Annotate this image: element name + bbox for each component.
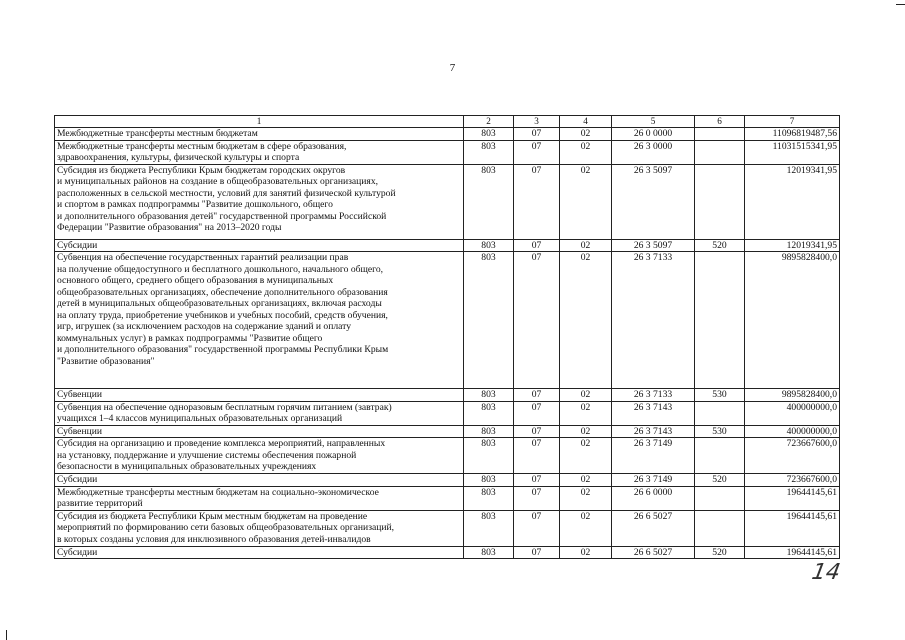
row-code-subsection: 02 xyxy=(560,252,612,389)
row-code-target: 26 3 7149 xyxy=(612,474,695,487)
row-code-target: 26 3 7133 xyxy=(612,252,695,389)
row-code-target: 26 6 0000 xyxy=(612,486,695,510)
row-amount: 11031515341,95 xyxy=(745,140,840,164)
row-code-target: 26 3 7133 xyxy=(612,389,695,402)
row-amount: 19644145,61 xyxy=(745,486,840,510)
row-code-subsection: 02 xyxy=(560,510,612,546)
row-code-section: 07 xyxy=(514,401,560,425)
row-code-target: 26 3 7149 xyxy=(612,438,695,474)
table-row xyxy=(55,252,840,389)
left-margin-mark xyxy=(6,630,7,640)
row-code-section: 07 xyxy=(514,474,560,487)
row-code-expense-type: 530 xyxy=(695,425,745,438)
row-code-expense-type xyxy=(695,438,745,474)
row-code-section: 07 xyxy=(514,252,560,389)
table-row xyxy=(55,389,840,402)
row-code-subsection: 02 xyxy=(560,486,612,510)
row-description: Субсидия на организацию и проведение комплекса мероприятий, направленных на установку, поддержание и улучшение системы обеспечения пожарной безопасности в муниципальных образовательных учреждениях xyxy=(55,438,464,474)
row-code-section: 07 xyxy=(514,546,560,559)
table-row xyxy=(55,239,840,252)
budget-table xyxy=(54,115,840,559)
row-code-expense-type xyxy=(695,486,745,510)
row-code-subsection: 02 xyxy=(560,128,612,141)
row-amount: 12019341,95 xyxy=(745,239,840,252)
table-row xyxy=(55,546,840,559)
row-code-section: 07 xyxy=(514,438,560,474)
row-code-ministry: 803 xyxy=(464,546,514,559)
row-description: Субсидия из бюджета Республики Крым бюджетам городских округов и муниципальных районов на создание в общеобразовательных организациях, расположенных в сельской местности, условий для занятий физической культурой и спортом в рамках подпрограммы "Развитие дошкольного, общего и дополнительного образования детей" государственной программы Российской Федерации "Развитие образования" на 2013–2020 годы xyxy=(55,164,464,239)
table-row xyxy=(55,401,840,425)
row-code-target: 26 3 7143 xyxy=(612,401,695,425)
header-col-2: 2 xyxy=(464,116,514,128)
row-code-ministry: 803 xyxy=(464,239,514,252)
row-code-expense-type xyxy=(695,128,745,141)
row-amount: 723667600,0 xyxy=(745,474,840,487)
row-code-target: 26 3 0000 xyxy=(612,140,695,164)
row-code-subsection: 02 xyxy=(560,438,612,474)
table-row xyxy=(55,438,840,474)
row-code-expense-type xyxy=(695,164,745,239)
row-description: Субвенция на обеспечение одноразовым бесплатным горячим питанием (завтрак) учащихся 1–4 классов муниципальных образовательных организаций xyxy=(55,401,464,425)
row-code-ministry: 803 xyxy=(464,252,514,389)
row-description: Субсидия из бюджета Республики Крым местным бюджетам на проведение мероприятий по формированию сети базовых общеобразовательных организаций, в которых созданы условия для инклюзивного образования детей-инвалидов xyxy=(55,510,464,546)
row-code-expense-type: 520 xyxy=(695,474,745,487)
row-code-section: 07 xyxy=(514,128,560,141)
row-amount: 9895828400,0 xyxy=(745,252,840,389)
row-description: Субвенции xyxy=(55,389,464,402)
row-description: Субвенции xyxy=(55,425,464,438)
row-amount: 11096819487,56 xyxy=(745,128,840,141)
row-code-subsection: 02 xyxy=(560,401,612,425)
table-row xyxy=(55,425,840,438)
right-margin-mark xyxy=(896,4,905,5)
row-code-subsection: 02 xyxy=(560,140,612,164)
row-code-section: 07 xyxy=(514,486,560,510)
row-description: Субсидии xyxy=(55,239,464,252)
table-row xyxy=(55,474,840,487)
row-amount: 19644145,61 xyxy=(745,510,840,546)
row-code-subsection: 02 xyxy=(560,239,612,252)
table-row xyxy=(55,486,840,510)
row-description: Субсидии xyxy=(55,546,464,559)
row-code-target: 26 6 5027 xyxy=(612,510,695,546)
row-description: Межбюджетные трансферты местным бюджетам xyxy=(55,128,464,141)
page-number: 7 xyxy=(449,62,456,74)
table-row xyxy=(55,164,840,239)
row-code-section: 07 xyxy=(514,389,560,402)
row-amount: 723667600,0 xyxy=(745,438,840,474)
row-code-ministry: 803 xyxy=(464,389,514,402)
row-code-ministry: 803 xyxy=(464,474,514,487)
row-code-expense-type xyxy=(695,252,745,389)
row-code-subsection: 02 xyxy=(560,474,612,487)
table-row xyxy=(55,140,840,164)
row-code-expense-type xyxy=(695,401,745,425)
row-code-subsection: 02 xyxy=(560,389,612,402)
row-code-target: 26 3 5097 xyxy=(612,239,695,252)
row-description: Субсидии xyxy=(55,474,464,487)
row-code-ministry: 803 xyxy=(464,438,514,474)
row-code-section: 07 xyxy=(514,425,560,438)
header-row xyxy=(55,116,840,128)
row-code-expense-type: 530 xyxy=(695,389,745,402)
header-col-4: 4 xyxy=(560,116,612,128)
row-amount: 400000000,0 xyxy=(745,401,840,425)
row-code-ministry: 803 xyxy=(464,164,514,239)
header-col-5: 5 xyxy=(612,116,695,128)
header-col-7: 7 xyxy=(745,116,840,128)
row-description: Субвенция на обеспечение государственных гарантий реализации прав на получение общедоступного и бесплатного дошкольного, начального общего, основного общего, среднего общего образования в муниципальных общеобразовательных организациях, обеспечение дополнительного образования детей в муниципальных общеобразовательных организациях, включая расходы на оплату труда, приобретение учебников и учебных пособий, средств обучения, игр, игрушек (за исключением расходов на содержание зданий и оплату коммунальных услуг) в рамках подпрограммы "Развитие общего и дополнительного образования" государственной программы Республики Крым "Развитие образования" xyxy=(55,252,464,389)
row-code-target: 26 3 5097 xyxy=(612,164,695,239)
row-description: Межбюджетные трансферты местным бюджетам на социально-экономическое развитие территорий xyxy=(55,486,464,510)
table-row xyxy=(55,510,840,546)
row-code-target: 26 0 0000 xyxy=(612,128,695,141)
row-code-ministry: 803 xyxy=(464,510,514,546)
row-code-subsection: 02 xyxy=(560,425,612,438)
row-code-section: 07 xyxy=(514,510,560,546)
row-code-expense-type xyxy=(695,510,745,546)
row-code-subsection: 02 xyxy=(560,546,612,559)
row-code-expense-type: 520 xyxy=(695,239,745,252)
row-code-expense-type: 520 xyxy=(695,546,745,559)
row-amount: 9895828400,0 xyxy=(745,389,840,402)
row-code-ministry: 803 xyxy=(464,425,514,438)
row-code-expense-type xyxy=(695,140,745,164)
header-col-6: 6 xyxy=(695,116,745,128)
table-row xyxy=(55,128,840,141)
row-code-ministry: 803 xyxy=(464,401,514,425)
row-code-section: 07 xyxy=(514,239,560,252)
row-code-ministry: 803 xyxy=(464,128,514,141)
row-description: Межбюджетные трансферты местным бюджетам в сфере образования, здравоохранения, культуры, физической культуры и спорта xyxy=(55,140,464,164)
header-col-1: 1 xyxy=(55,116,464,128)
row-amount: 19644145,61 xyxy=(745,546,840,559)
row-code-ministry: 803 xyxy=(464,486,514,510)
row-code-target: 26 6 5027 xyxy=(612,546,695,559)
row-amount: 400000000,0 xyxy=(745,425,840,438)
row-code-section: 07 xyxy=(514,164,560,239)
handwritten-page-number: 14 xyxy=(809,560,843,585)
row-amount: 12019341,95 xyxy=(745,164,840,239)
header-col-3: 3 xyxy=(514,116,560,128)
row-code-target: 26 3 7143 xyxy=(612,425,695,438)
row-code-ministry: 803 xyxy=(464,140,514,164)
row-code-section: 07 xyxy=(514,140,560,164)
row-code-subsection: 02 xyxy=(560,164,612,239)
